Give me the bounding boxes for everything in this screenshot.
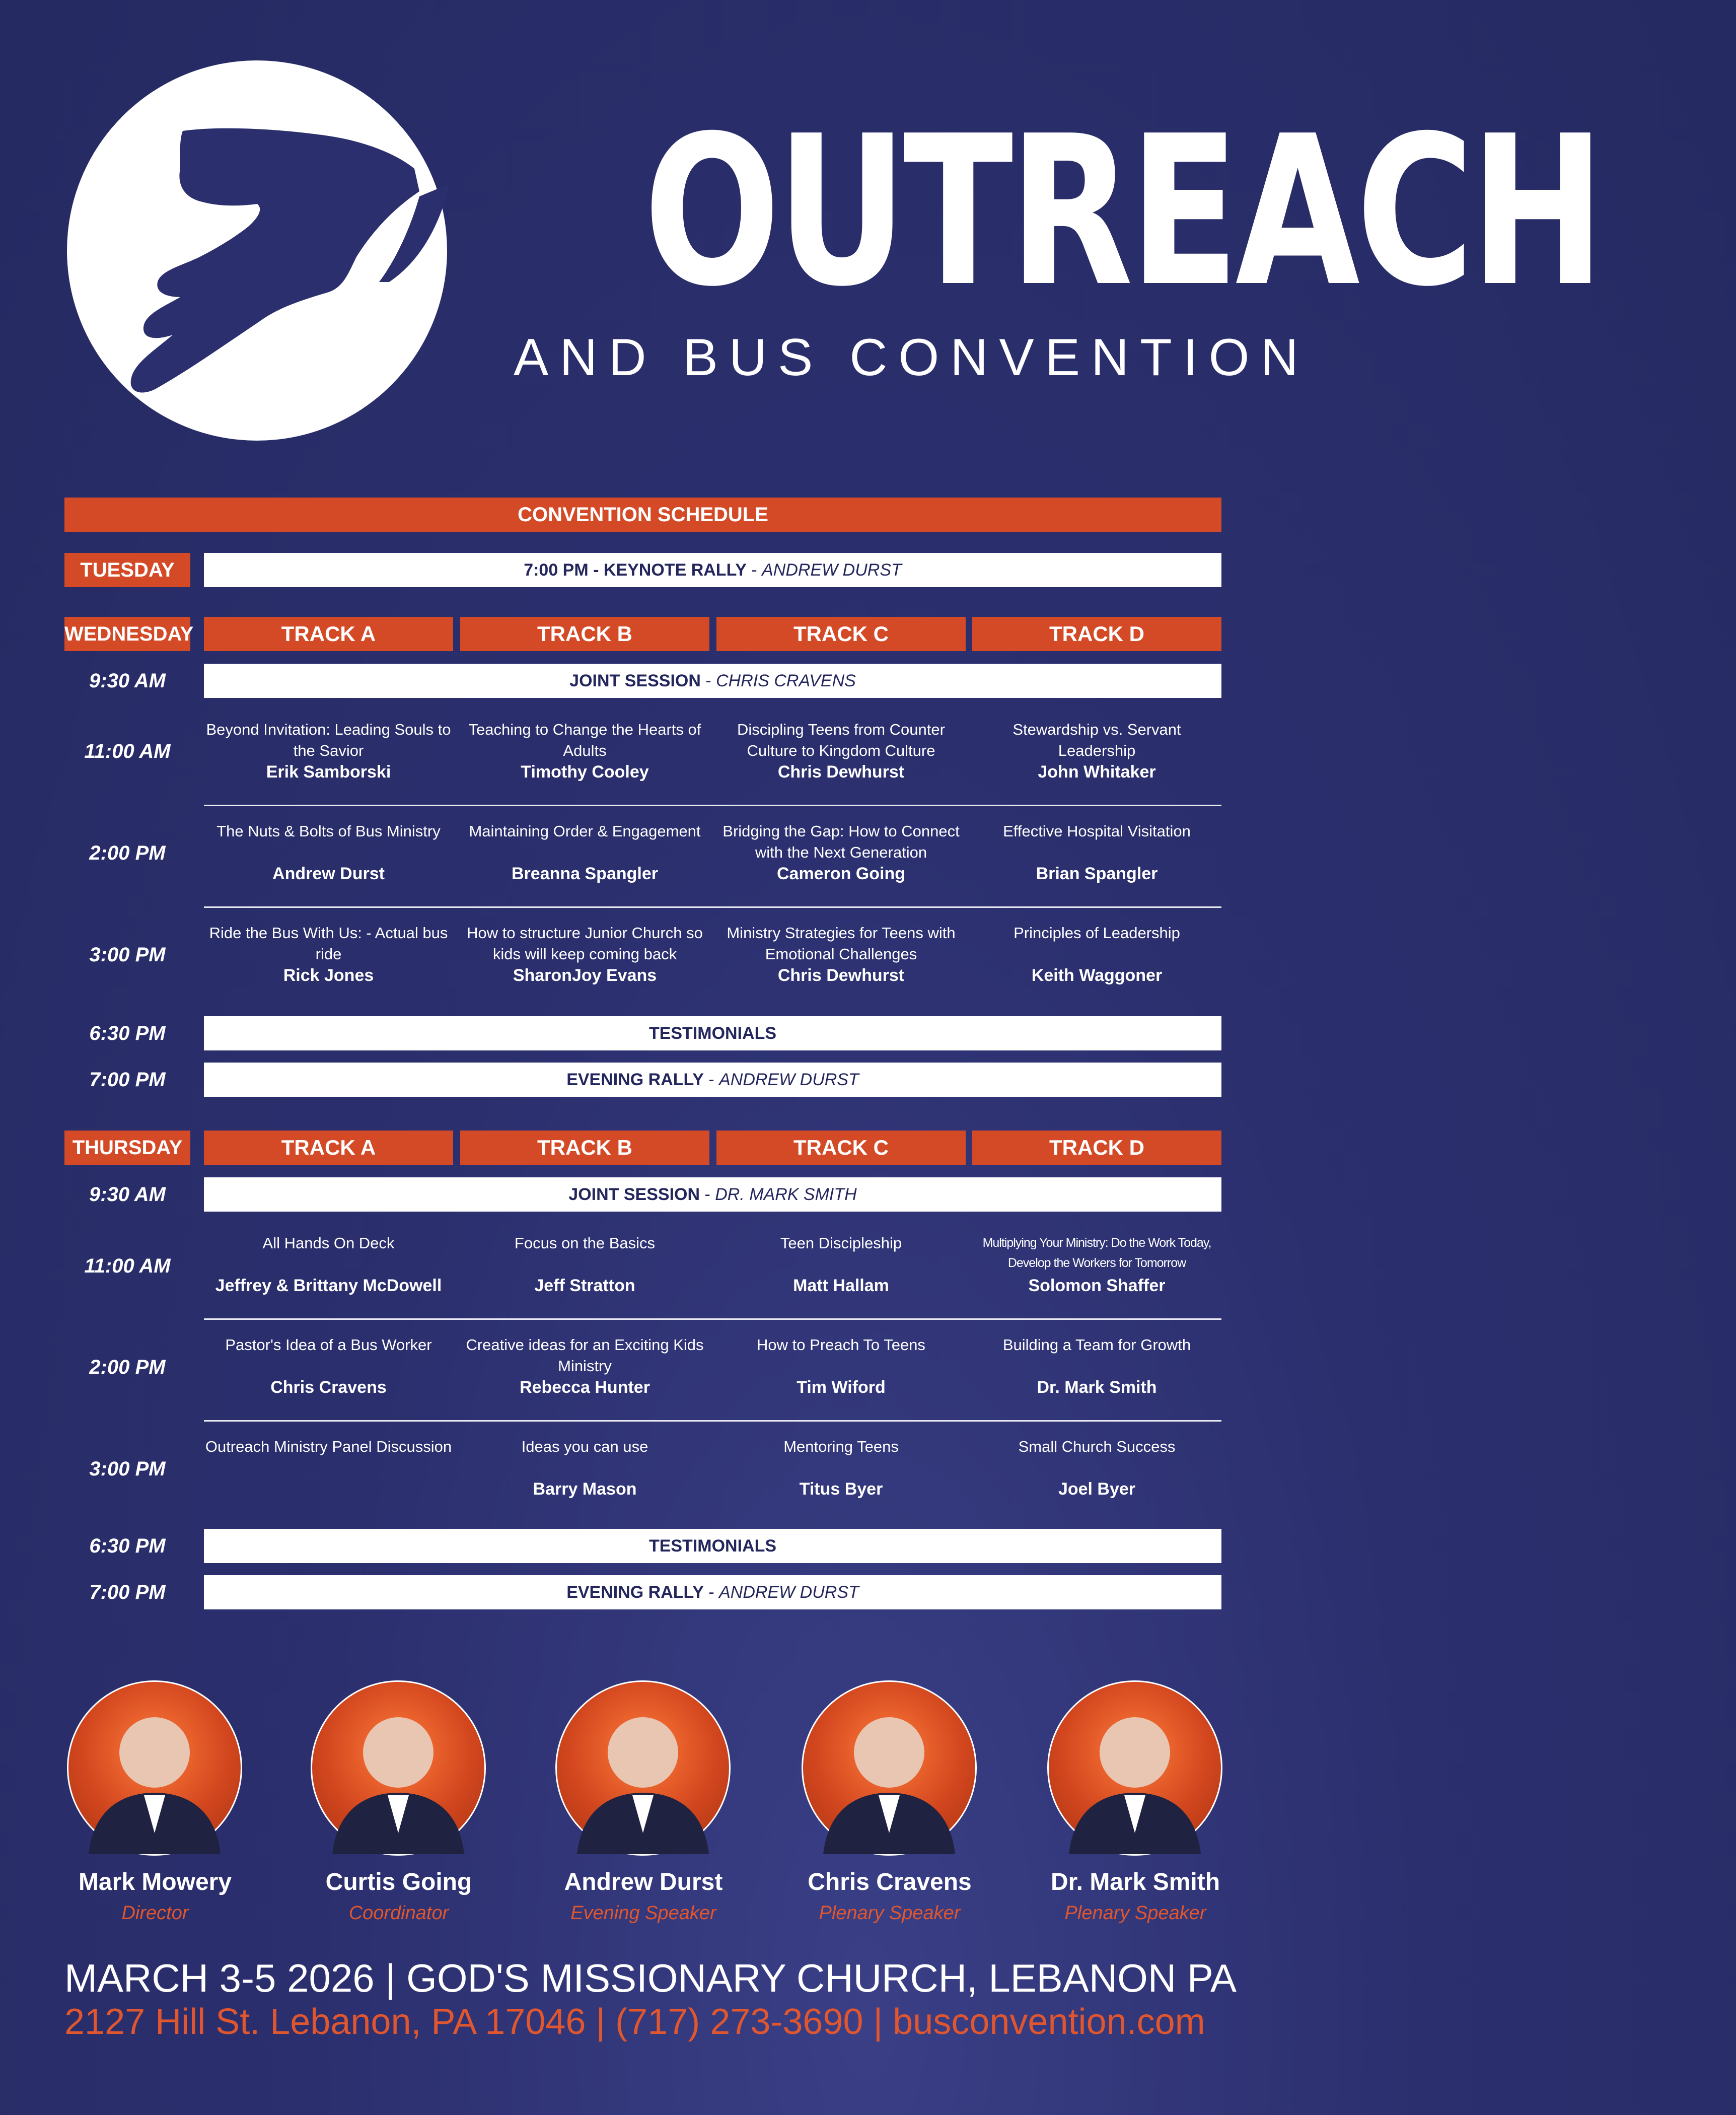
session-cell (204, 923, 453, 986)
day-label-wednesday: WEDNESDAY (64, 617, 190, 651)
session-speaker: Matt Hallam (793, 1276, 889, 1295)
speaker-role: Plenary Speaker (1064, 1902, 1206, 1924)
session-speaker: Breanna Spangler (512, 864, 658, 883)
session-topic: How to structure Junior Church so kids will keep coming back (467, 924, 703, 963)
evening-rally-speaker: ANDREW DURST (719, 1583, 859, 1602)
speaker-role: Plenary Speaker (819, 1902, 961, 1924)
session-cell (204, 719, 453, 783)
session-cell (716, 821, 966, 884)
session-topic: Multiplying Your Ministry: Do the Work Today, Develop the Workers for Tomorrow (982, 1236, 1211, 1270)
separator: - (703, 1583, 719, 1602)
joint-session-speaker: DR. MARK SMITH (715, 1185, 857, 1204)
event-address-contact: 2127 Hill St. Lebanon, PA 17046 | (717) 273-3690 | busconvention.com (64, 2002, 1205, 2042)
avatar (1047, 1680, 1222, 1856)
evening-rally-label: EVENING RALLY (566, 1070, 704, 1089)
session-cell (972, 719, 1221, 783)
session-cell (972, 923, 1221, 986)
person-silhouette-icon (312, 1682, 484, 1854)
track-header: TRACK C (716, 617, 966, 651)
session-speaker: Dr. Mark Smith (1037, 1378, 1157, 1397)
session-topic: Effective Hospital Visitation (1003, 822, 1191, 840)
row-divider (204, 805, 1221, 806)
person-silhouette-icon (557, 1682, 729, 1854)
speaker-name: Chris Cravens (808, 1869, 972, 1895)
joint-session-speaker: CHRIS CRAVENS (716, 671, 856, 690)
session-cell (460, 1436, 709, 1500)
keynote-rally-label: 7:00 PM - KEYNOTE RALLY (524, 560, 747, 580)
session-cell (716, 1334, 966, 1398)
evening-rally-bar (204, 1575, 1221, 1609)
speaker-role: Coordinator (348, 1902, 449, 1924)
session-topic: Building a Team for Growth (1002, 1336, 1191, 1354)
session-speaker: Solomon Shaffer (1028, 1276, 1166, 1295)
session-speaker: Timothy Cooley (521, 762, 649, 782)
session-topic: Mentoring Teens (783, 1438, 899, 1455)
row-divider (204, 1318, 1221, 1320)
session-topic: Ministry Strategies for Teens with Emotional Challenges (727, 924, 956, 963)
person-silhouette-icon (68, 1682, 241, 1854)
testimonials-bar: TESTIMONIALS (204, 1529, 1221, 1563)
hand-icon (67, 60, 447, 441)
joint-session-bar (204, 664, 1221, 698)
session-topic: Stewardship vs. Servant Leadership (1012, 721, 1181, 759)
track-header: TRACK D (972, 617, 1221, 651)
separator: - (703, 1070, 719, 1089)
person-silhouette-icon (803, 1682, 975, 1854)
row-divider (204, 1420, 1221, 1422)
joint-session-label: JOINT SESSION (568, 1185, 700, 1204)
session-topic: Creative ideas for an Exciting Kids Ministry (466, 1336, 704, 1375)
session-speaker: Chris Dewhurst (777, 966, 905, 985)
session-topic: Small Church Success (1018, 1438, 1176, 1455)
session-speaker: Titus Byer (799, 1479, 883, 1499)
track-header: TRACK D (972, 1131, 1221, 1165)
person-silhouette-icon (1049, 1682, 1221, 1854)
event-date-location: MARCH 3-5 2026 | GOD'S MISSIONARY CHURCH, LEBANON PA (64, 1956, 1237, 2000)
speaker-role: Director (121, 1902, 189, 1924)
session-speaker: John Whitaker (1038, 762, 1156, 782)
evening-rally-label: EVENING RALLY (566, 1583, 704, 1602)
time-label: 2:00 PM (89, 1356, 166, 1378)
session-cell (716, 1233, 966, 1296)
session-cell (204, 821, 453, 884)
session-cell (460, 923, 709, 986)
session-cell (972, 821, 1221, 884)
session-cell (460, 1233, 709, 1296)
track-header: TRACK B (460, 1131, 709, 1165)
session-topic: Ride the Bus With Us: - Actual bus ride (209, 924, 448, 963)
session-topic: Pastor's Idea of a Bus Worker (225, 1336, 432, 1354)
session-speaker: Cameron Going (776, 864, 906, 883)
joint-session-label: JOINT SESSION (569, 671, 701, 690)
session-speaker: Rebecca Hunter (520, 1378, 650, 1397)
session-speaker: SharonJoy Evans (513, 966, 657, 985)
session-cell (972, 1436, 1221, 1500)
keynote-rally-speaker: ANDREW DURST (762, 560, 902, 580)
session-speaker: Andrew Durst (272, 864, 385, 883)
session-cell (460, 1334, 709, 1398)
session-topic: Outreach Ministry Panel Discussion (205, 1438, 452, 1455)
session-speaker: Keith Waggoner (1031, 966, 1163, 985)
session-speaker: Jeff Stratton (534, 1276, 635, 1295)
testimonials-bar: TESTIMONIALS (204, 1016, 1221, 1050)
speaker-name: Andrew Durst (564, 1869, 723, 1895)
track-header: TRACK B (460, 617, 709, 651)
time-label: 7:00 PM (89, 1069, 166, 1091)
session-speaker: Barry Mason (533, 1479, 637, 1499)
keynote-rally-bar (204, 553, 1221, 587)
time-label: 11:00 AM (84, 1255, 171, 1277)
time-label: 3:00 PM (89, 944, 166, 966)
session-cell (716, 923, 966, 986)
time-label: 3:00 PM (89, 1458, 166, 1480)
joint-session-bar (204, 1177, 1221, 1212)
session-speaker: Jeffrey & Brittany McDowell (215, 1276, 442, 1295)
session-speaker: Erik Samborski (266, 762, 391, 782)
session-cell (972, 1233, 1221, 1296)
session-cell (972, 1334, 1221, 1398)
subtitle: AND BUS CONVENTION (514, 328, 1310, 387)
session-speaker: Chris Cravens (270, 1378, 387, 1397)
separator: - (700, 671, 716, 690)
separator: - (746, 560, 762, 580)
evening-rally-bar (204, 1063, 1221, 1097)
session-topic: Bridging the Gap: How to Connect with the Next Generation (722, 822, 960, 861)
session-cell (460, 821, 709, 884)
day-label-tuesday: TUESDAY (64, 553, 190, 587)
session-topic: How to Preach To Teens (757, 1336, 925, 1354)
session-speaker: Chris Dewhurst (777, 762, 905, 782)
session-topic: Beyond Invitation: Leading Souls to the Savior (206, 721, 451, 759)
session-topic: Ideas you can use (521, 1438, 648, 1455)
session-speaker: Joel Byer (1058, 1479, 1136, 1499)
session-cell (460, 719, 709, 783)
session-topic: Maintaining Order & Engagement (469, 822, 701, 840)
time-label: 6:30 PM (89, 1535, 166, 1557)
avatar (802, 1680, 977, 1856)
row-divider (204, 906, 1221, 908)
session-topic: Teen Discipleship (780, 1234, 902, 1252)
avatar (311, 1680, 486, 1856)
day-label-thursday: THURSDAY (64, 1131, 190, 1165)
evening-rally-speaker: ANDREW DURST (719, 1070, 859, 1089)
session-speaker: Tim Wiford (797, 1378, 886, 1397)
session-cell (204, 1334, 453, 1398)
speaker-name: Dr. Mark Smith (1050, 1869, 1220, 1895)
avatar (67, 1680, 242, 1856)
session-cell (716, 719, 966, 783)
separator: - (700, 1185, 715, 1204)
speaker-role: Evening Speaker (570, 1902, 716, 1924)
time-label: 2:00 PM (89, 842, 166, 864)
session-topic: Principles of Leadership (1014, 924, 1180, 942)
session-topic: Teaching to Change the Hearts of Adults (468, 721, 701, 759)
time-label: 9:30 AM (89, 670, 166, 692)
time-label: 9:30 AM (89, 1183, 166, 1206)
session-topic: Discipling Teens from Counter Culture to Kingdom Culture (737, 721, 945, 759)
hand-logo (67, 60, 447, 441)
time-label: 6:30 PM (89, 1022, 166, 1044)
session-speaker: Rick Jones (283, 966, 374, 985)
avatar (555, 1680, 731, 1856)
speaker-name: Curtis Going (325, 1869, 472, 1895)
session-cell (204, 1436, 453, 1478)
session-cell (204, 1233, 453, 1296)
session-topic: Focus on the Basics (514, 1234, 656, 1252)
track-header: TRACK C (716, 1131, 966, 1165)
track-header: TRACK A (204, 1131, 453, 1165)
session-cell (716, 1436, 966, 1500)
session-topic: All Hands On Deck (262, 1234, 395, 1252)
speaker-name: Mark Mowery (78, 1869, 232, 1895)
session-topic: The Nuts & Bolts of Bus Ministry (216, 822, 441, 840)
main-title: OUTREACH (643, 91, 1602, 332)
time-label: 11:00 AM (84, 740, 171, 762)
track-header: TRACK A (204, 617, 453, 651)
schedule-title: CONVENTION SCHEDULE (64, 498, 1221, 532)
session-speaker: Brian Spangler (1036, 864, 1158, 883)
time-label: 7:00 PM (89, 1581, 166, 1603)
